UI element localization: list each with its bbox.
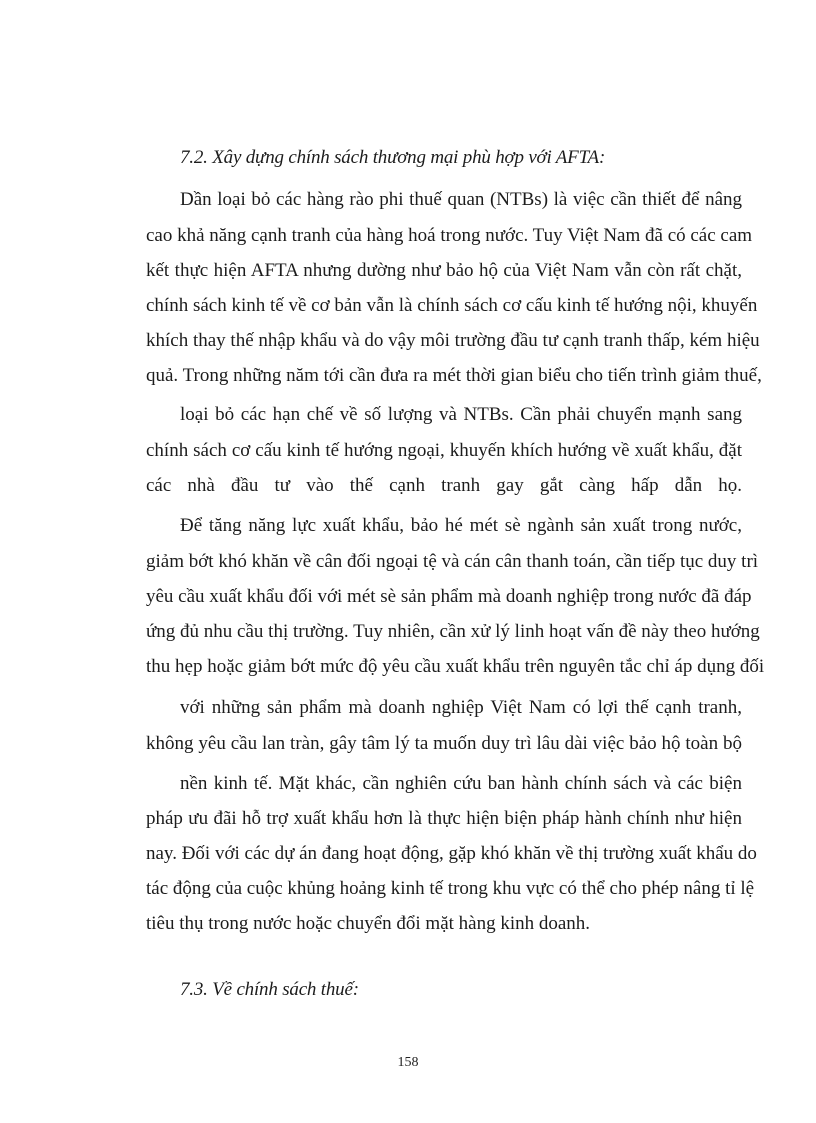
paragraph-line: cao khả năng cạnh tranh của hàng hoá trong nước. Tuy Việt Nam đã có các cam [146, 225, 753, 246]
paragraph-line: với những sản phẩm mà doanh nghiệp Việt Nam có lợi thế cạnh tranh, [180, 697, 742, 718]
paragraph-line: nay. Đối với các dự án đang hoạt động, gặp khó khăn về thị trường xuất khẩu do [146, 843, 757, 864]
paragraph-line: pháp ưu đãi hỗ trợ xuất khẩu hơn là thực hiện biện pháp hành chính như hiện [146, 808, 742, 829]
paragraph-line: không yêu cầu lan tràn, gây tâm lý ta muốn duy trì lâu dài việc bảo hộ toàn bộ [146, 733, 742, 754]
paragraph-line: chính sách kinh tế về cơ bản vẫn là chính sách cơ cấu kinh tế hướng nội, khuyến [146, 295, 758, 316]
section-heading-7-2: 7.2. Xây dựng chính sách thương mại phù hợp với AFTA: [180, 147, 606, 168]
page-number: 158 [397, 1055, 419, 1070]
paragraph-line: loại bỏ các hạn chế về số lượng và NTBs. Cần phải chuyển mạnh sang [180, 404, 742, 425]
paragraph-line: các nhà đầu tư vào thế cạnh tranh gay gắt càng hấp dẫn họ. [146, 475, 742, 496]
section-heading-7-3: 7.3. Về chính sách thuế: [180, 979, 359, 1000]
paragraph-line: giảm bớt khó khăn về cân đối ngoại tệ và cán cân thanh toán, cần tiếp tục duy trì [146, 551, 759, 572]
paragraph-line: ứng đủ nhu cầu thị trường. Tuy nhiên, cần xử lý linh hoạt vấn đề này theo hướng [146, 621, 760, 642]
paragraph-line: chính sách cơ cấu kinh tế hướng ngoại, khuyến khích hướng về xuất khẩu, đặt [146, 440, 742, 461]
paragraph-line: tiêu thụ trong nước hoặc chuyển đổi mặt hàng kinh doanh. [146, 913, 591, 934]
paragraph-line: tác động của cuộc khủng hoảng kinh tế trong khu vực có thể cho phép nâng tỉ lệ [146, 878, 755, 899]
paragraph-line: yêu cầu xuất khẩu đối với mét sè sản phẩm mà doanh nghiệp trong nước đã đáp [146, 586, 752, 607]
paragraph-line: nền kinh tế. Mặt khác, cần nghiên cứu ban hành chính sách và các biện [180, 773, 742, 794]
paragraph-line: quả. Trong những năm tới cần đưa ra mét thời gian biểu cho tiến trình giảm thuế, [146, 365, 762, 386]
paragraph-line: kết thực hiện AFTA nhưng dường như bảo hộ của Việt Nam vẫn còn rất chặt, [146, 260, 742, 281]
paragraph-line: Để tăng năng lực xuất khẩu, bảo hé mét sè ngành sản xuất trong nước, [180, 515, 742, 536]
paragraph-line: khích thay thế nhập khẩu và do vậy môi trường đầu tư cạnh tranh thấp, kém hiệu [146, 330, 760, 351]
paragraph-line: thu hẹp hoặc giảm bớt mức độ yêu cầu xuất khẩu trên nguyên tắc chỉ áp dụng đối [146, 656, 765, 677]
paragraph-line: Dần loại bỏ các hàng rào phi thuế quan (NTBs) là việc cần thiết để nâng [180, 189, 742, 210]
